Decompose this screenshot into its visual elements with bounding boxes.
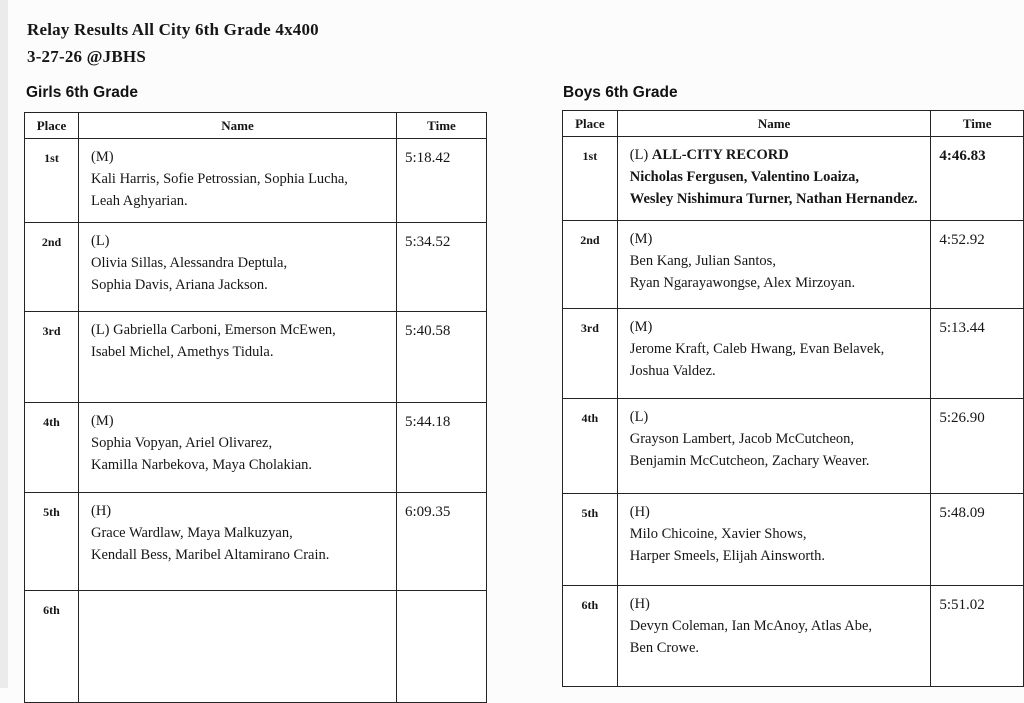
time-cell: 5:13.44 [931,309,1024,399]
column-header-time: Time [931,111,1024,137]
place-cell: 4th [563,399,618,494]
team-names-cell [617,586,931,687]
runner-names-line: Milo Chicoine, Xavier Shows, [629,526,807,542]
runner-names-line: Leah Aghyarian. [91,193,188,209]
team-names-cell [617,137,931,221]
team-names-cell [79,591,397,703]
column-header-place: Place [563,111,618,137]
team-designation-line: (H) [629,504,650,520]
place-cell: 1st [25,139,79,223]
time-cell: 4:46.83 [931,137,1024,221]
place-cell: 5th [25,493,79,591]
column-header-place: Place [25,113,79,139]
team-designation-line: (M) [629,319,653,335]
runner-names-line: Ben Crowe. [629,640,700,656]
result-row-3rd [563,309,1024,399]
runner-names-line: Olivia Sillas, Alessandra Deptula, [91,255,288,271]
runner-names-line: Joshua Valdez. [629,363,716,379]
result-row-1st [563,137,1024,221]
place-cell: 3rd [563,309,618,399]
team-designation-line: (M) [91,413,114,429]
place-cell: 6th [563,586,618,687]
column-header-time: Time [397,113,487,139]
header-row [25,113,487,139]
team-designation-line: (M) [91,149,114,165]
runner-names-line: Devyn Coleman, Ian McAnoy, Atlas Abe, [629,618,873,634]
runner-names-line: Sophia Vopyan, Ariel Olivarez, [91,435,273,451]
runner-names-line: Kendall Bess, Maribel Altamirano Crain. [91,547,330,563]
time-cell: 5:18.42 [397,139,487,223]
team-designation-line: (L) [629,409,649,425]
result-row-1st [25,139,487,223]
girls-table-body [25,139,487,703]
runner-names-line: Harper Smeels, Elijah Ainsworth. [629,548,826,564]
time-cell: 5:26.90 [931,399,1024,494]
result-row-2nd [25,223,487,312]
result-row-4th [563,399,1024,494]
place-cell: 2nd [25,223,79,312]
time-cell: 5:48.09 [931,494,1024,586]
runner-names-line: Wesley Nishimura Turner, Nathan Hernandez. [629,191,918,207]
runner-names-line: Ben Kang, Julian Santos, [629,253,776,269]
boys-table-body [563,137,1024,687]
runner-names-line: Isabel Michel, Amethys Tidula. [91,344,274,360]
team-designation-line: (H) [629,596,650,612]
team-names-cell [617,494,931,586]
team-names-cell [79,312,397,403]
result-row-5th [563,494,1024,586]
time-cell: 5:34.52 [397,223,487,312]
column-header-name: Name [79,113,397,139]
runner-names-line: Kamilla Narbekova, Maya Cholakian. [91,457,313,473]
team-names-cell [79,223,397,312]
result-row-5th [25,493,487,591]
runner-names-line: Grace Wardlaw, Maya Malkuzyan, [91,525,293,541]
team-designation-line: (L) Gabriella Carboni, Emerson McEwen, [91,322,336,338]
document-subtitle: 3-27-26 @JBHS [27,47,147,66]
place-cell: 4th [25,403,79,493]
team-names-cell [617,309,931,399]
all-city-record-label: ALL-CITY RECORD [651,147,789,163]
time-cell: 5:40.58 [397,312,487,403]
team-names-cell [79,493,397,591]
girls-section-heading: Girls 6th Grade [26,84,138,101]
team-names-cell [617,399,931,494]
result-row-6th [563,586,1024,687]
boys-results-table [562,110,1024,687]
boys-table-header [563,111,1024,137]
team-designation-line: (L) ALL-CITY RECORD [629,147,789,163]
runner-names-line: Sophia Davis, Ariana Jackson. [91,277,268,293]
team-names-cell [79,139,397,223]
runner-names-line: Jerome Kraft, Caleb Hwang, Evan Belavek, [629,341,885,357]
result-row-2nd [563,221,1024,309]
girls-results-table [24,112,487,703]
girls-table-header [25,113,487,139]
page-left-edge [0,0,8,688]
result-row-4th [25,403,487,493]
column-header-name: Name [617,111,931,137]
time-cell: 6:09.35 [397,493,487,591]
runner-names-line: Nicholas Fergusen, Valentino Loaiza, [629,169,859,185]
team-designation-line: (L) [91,233,110,249]
runner-names-line: Kali Harris, Sofie Petrossian, Sophia Lucha, [91,171,348,187]
result-row-3rd [25,312,487,403]
boys-section-heading: Boys 6th Grade [563,84,678,101]
runner-names-line: Ryan Ngarayawongse, Alex Mirzoyan. [629,275,856,291]
team-names-cell [79,403,397,493]
place-cell: 6th [25,591,79,703]
team-designation-line: (H) [91,503,112,519]
time-cell: 5:44.18 [397,403,487,493]
time-cell: 4:52.92 [931,221,1024,309]
place-cell: 3rd [25,312,79,403]
team-designation-line: (M) [629,231,653,247]
place-cell: 2nd [563,221,618,309]
place-cell: 1st [563,137,618,221]
document-title: Relay Results All City 6th Grade 4x400 [27,20,319,39]
time-cell [397,591,487,703]
runner-names-line: Grayson Lambert, Jacob McCutcheon, [629,431,855,447]
header-row [563,111,1024,137]
team-names-cell [617,221,931,309]
result-row-6th [25,591,487,703]
time-cell: 5:51.02 [931,586,1024,687]
place-cell: 5th [563,494,618,586]
runner-names-line: Benjamin McCutcheon, Zachary Weaver. [629,453,870,469]
document-header [27,16,319,70]
